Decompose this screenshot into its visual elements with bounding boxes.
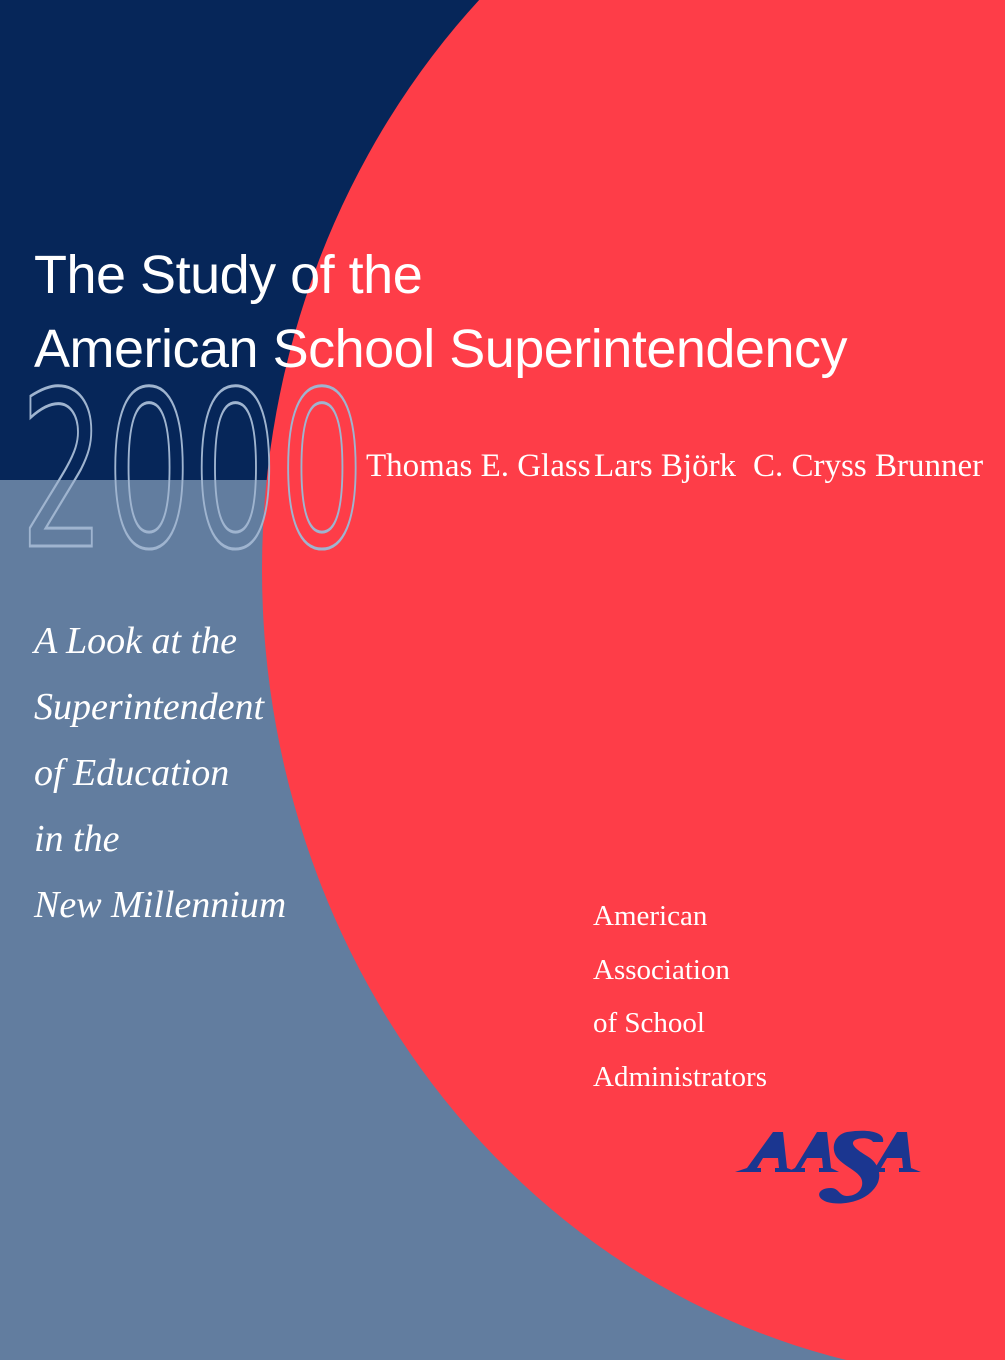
subtitle-line: Superintendent — [34, 686, 265, 728]
publisher-line: Administrators — [593, 1060, 767, 1093]
year-outline-numerals: 2000 — [20, 346, 366, 597]
title-line-1: The Study of the — [34, 245, 423, 305]
publisher-line: American — [593, 900, 708, 932]
publisher-line: of School — [593, 1007, 705, 1039]
aasa-logo-icon — [735, 1128, 921, 1210]
author-name: Lars Björk — [594, 448, 737, 484]
subtitle-line: of Education — [34, 752, 230, 794]
author-name: C. Cryss Brunner — [753, 448, 984, 484]
subtitle-line: in the — [34, 818, 120, 860]
subtitle-line: New Millennium — [34, 884, 287, 926]
publisher-line: Association — [593, 953, 730, 986]
author-name: Thomas E. Glass — [366, 448, 591, 484]
book-subtitle — [34, 608, 286, 938]
publisher-name — [593, 890, 767, 1104]
book-title — [34, 238, 847, 386]
title-line-2: American School Superintendency — [34, 319, 847, 379]
subtitle-line: A Look at the — [34, 620, 238, 662]
